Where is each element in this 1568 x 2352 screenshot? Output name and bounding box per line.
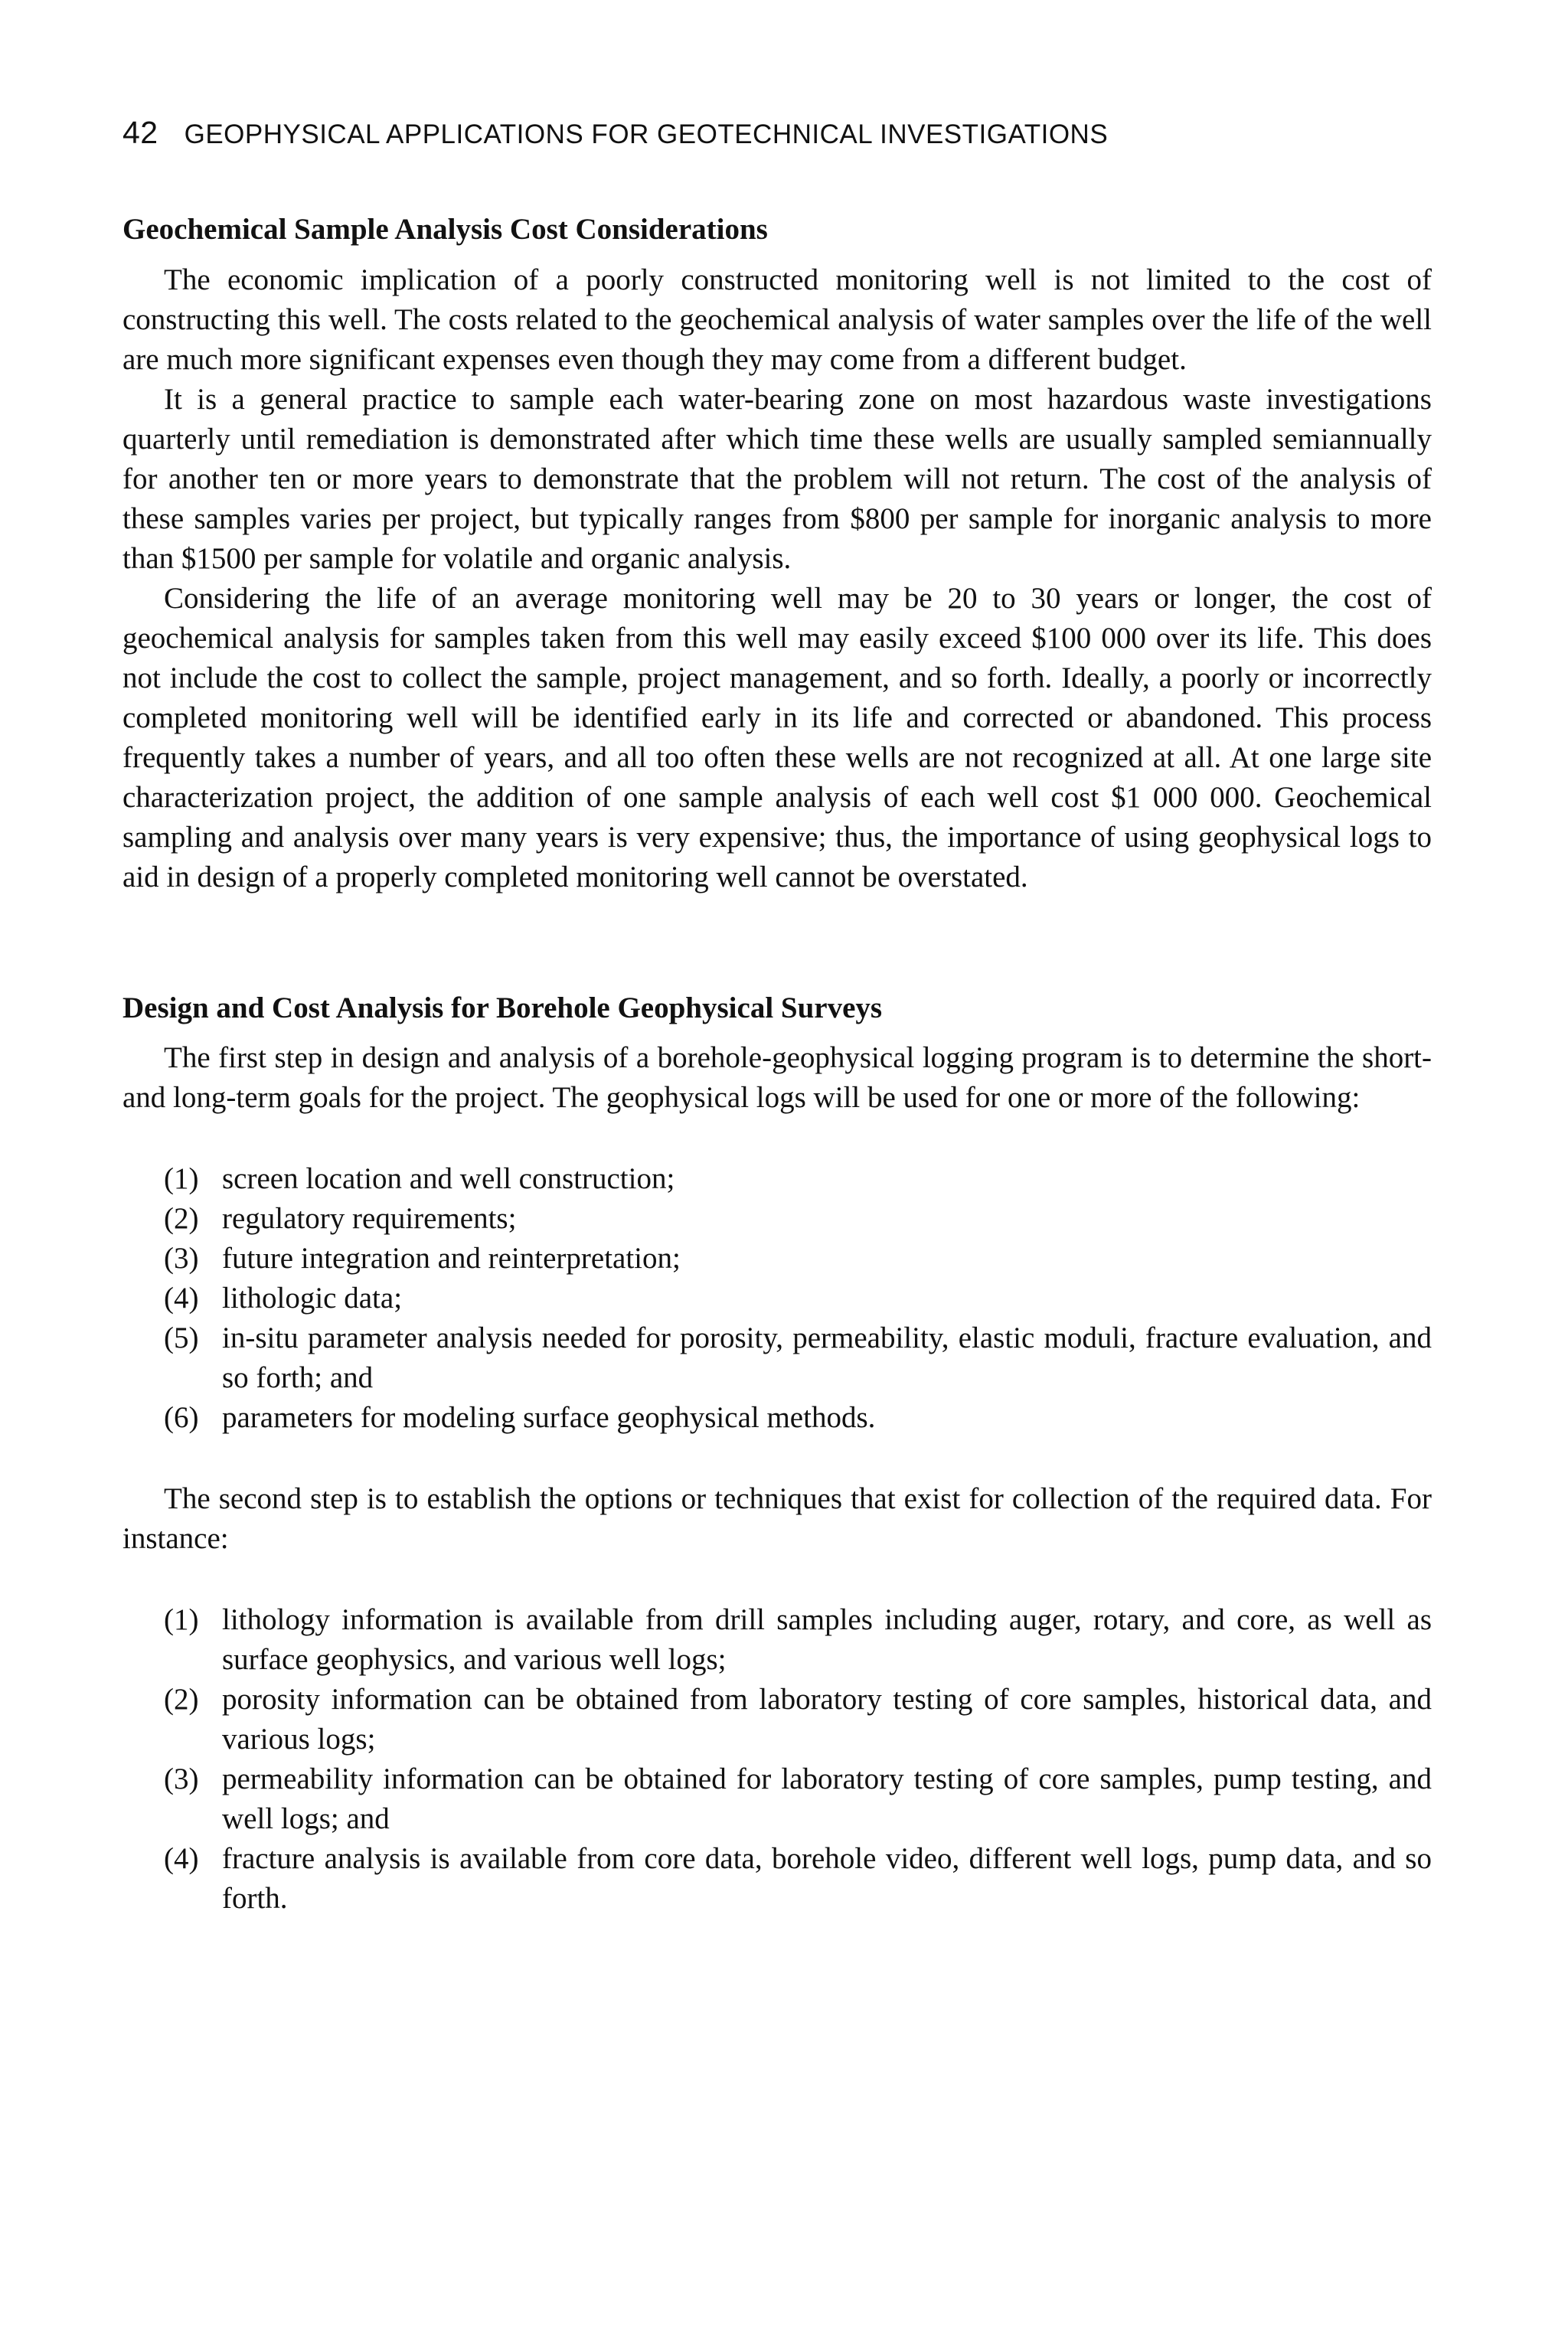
list-item <box>122 1839 1432 1919</box>
paragraph: The second step is to establish the options or techniques that exist for collection of the required data. For instance: <box>122 1482 1432 1556</box>
list-number: (4) <box>164 1282 199 1315</box>
list-item <box>122 1680 1432 1759</box>
list-text: fracture analysis is available from core data, borehole video, different well logs, pump data, and so forth. <box>222 1842 1432 1916</box>
paragraph: Considering the life of an average monitoring well may be 20 to 30 years or longer, the cost of geochemical analysis for samples taken from this well may easily exceed $100 000 over its life. This does not include the cost to collect the sample, project management, and so forth. Ideally, a poorly or incorrectly completed monitoring well will be identified early in its life and corrected or abandoned. This process frequently takes a number of years, and all too often these wells are not recognized at all. At one large site characterization project, the addition of one sample analysis of each well cost $1 000 000. Geochemical sampling and analysis over many years is very expensive; thus, the importance of using geophysical logs to aid in design of a properly completed monitoring well cannot be overstated. <box>122 581 1432 893</box>
list-item <box>122 1398 1432 1438</box>
section-spacer <box>122 897 1432 989</box>
list-number: (6) <box>164 1401 199 1435</box>
list-text: porosity information can be obtained from laboratory testing of core samples, historical data, and various logs; <box>222 1683 1432 1756</box>
paragraph: It is a general practice to sample each water-bearing zone on most hazardous waste investigations quarterly until remediation is demonstrated after which time these wells are usually sampled semiannually for another ten or more years to demonstrate that the problem will not return. The cost of the analysis of these samples varies per project, but typically ranges from $800 per sample for inorganic analysis to more than $1500 per sample for volatile and organic analysis. <box>122 382 1432 575</box>
list-text: parameters for modeling surface geophysical methods. <box>222 1401 876 1435</box>
techniques-list <box>122 1600 1432 1919</box>
running-head-title: GEOPHYSICAL APPLICATIONS FOR GEOTECHNICAL INVESTIGATIONS <box>184 119 1109 149</box>
document-page <box>122 115 1432 1960</box>
list-number: (1) <box>164 1162 199 1196</box>
section-heading-design-cost-analysis: Design and Cost Analysis for Borehole Geophysical Surveys <box>122 991 883 1024</box>
list-item <box>122 1199 1432 1239</box>
paragraph: The economic implication of a poorly constructed monitoring well is not limited to the cost of constructing this well. The costs related to the geochemical analysis of water samples over the life of the well are much more significant expenses even though they may come from a different budget. <box>122 263 1432 376</box>
list-text: lithology information is available from drill samples including auger, rotary, and core, as well as surface geophysics, and various well logs; <box>222 1603 1432 1677</box>
list-item <box>122 1279 1432 1318</box>
list-text: regulatory requirements; <box>222 1202 517 1236</box>
list-number: (2) <box>164 1202 199 1236</box>
list-item <box>122 1159 1432 1199</box>
paragraph: The first step in design and analysis of a borehole-geophysical logging program is to determine the short- and long-term goals for the project. The geophysical logs will be used for one or more of the following: <box>122 1041 1432 1115</box>
list-item <box>122 1759 1432 1839</box>
list-item <box>122 1239 1432 1279</box>
goals-list <box>122 1159 1432 1438</box>
list-number: (5) <box>164 1321 199 1355</box>
running-head <box>122 115 1432 151</box>
list-text: in-situ parameter analysis needed for porosity, permeability, elastic moduli, fracture evaluation, and so forth; and <box>222 1321 1432 1395</box>
section-heading-geochemical-cost: Geochemical Sample Analysis Cost Considerations <box>122 213 768 246</box>
list-text: screen location and well construction; <box>222 1162 675 1196</box>
list-text: permeability information can be obtained for laboratory testing of core samples, pump testing, and well logs; and <box>222 1762 1432 1836</box>
list-text: future integration and reinterpretation; <box>222 1242 681 1276</box>
list-number: (3) <box>164 1762 199 1796</box>
list-item <box>122 1600 1432 1680</box>
list-number: (1) <box>164 1603 199 1637</box>
list-text: lithologic data; <box>222 1282 403 1315</box>
list-number: (2) <box>164 1683 199 1717</box>
list-number: (3) <box>164 1242 199 1276</box>
page-number: 42 <box>122 115 158 150</box>
list-number: (4) <box>164 1842 199 1876</box>
list-item <box>122 1318 1432 1398</box>
